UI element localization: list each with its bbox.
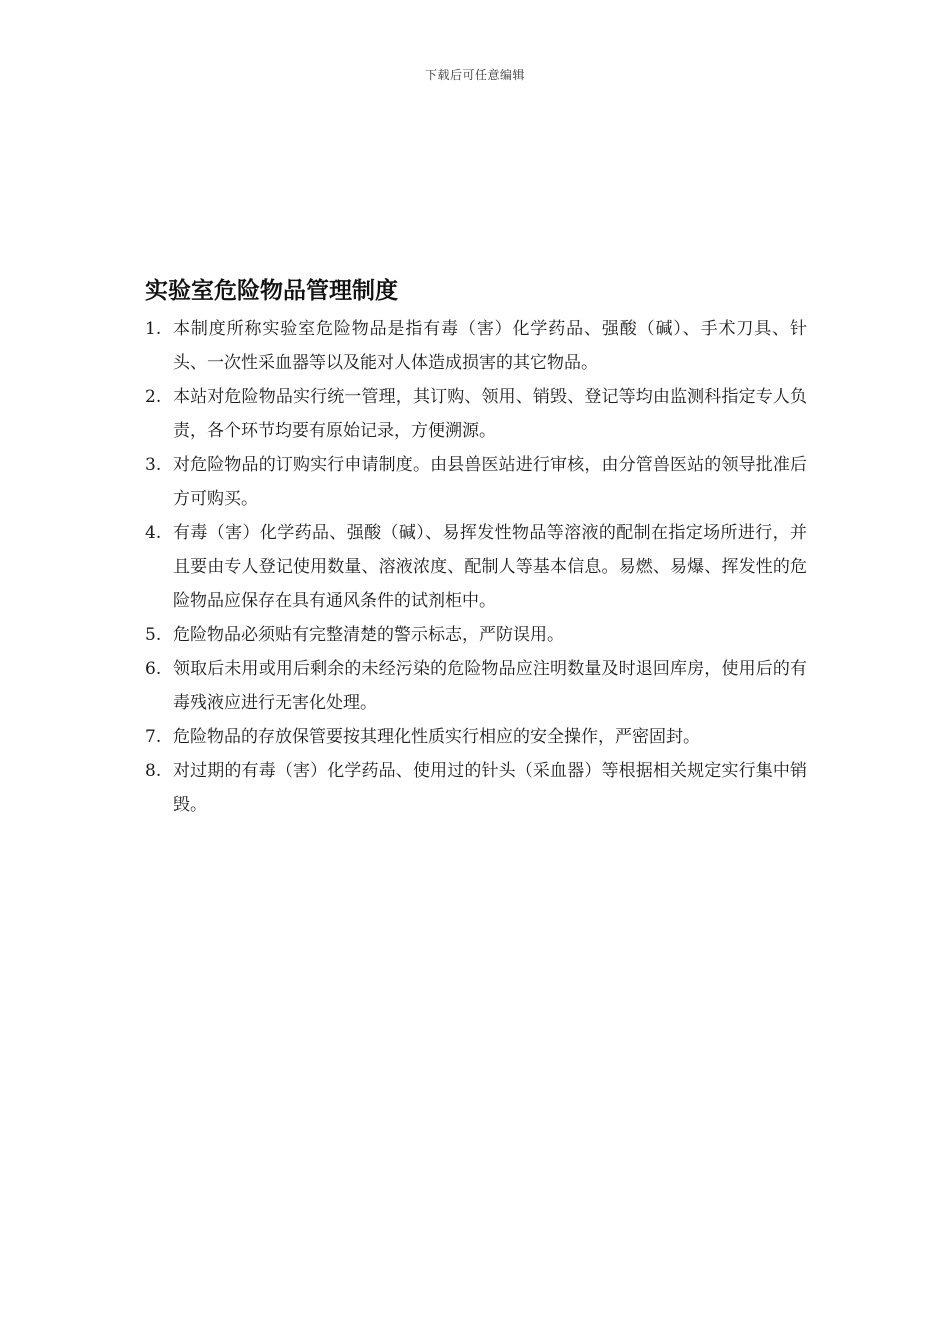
page-header-note: 下载后可任意编辑 bbox=[424, 68, 525, 82]
list-item-text: 对过期的有毒（害）化学药品、使用过的针头（采血器）等根据相关规定实行集中销毁。 bbox=[173, 761, 807, 815]
list-item-number: 8. bbox=[145, 761, 162, 781]
list-item-number: 4. bbox=[145, 523, 162, 543]
list-item-text: 对危险物品的订购实行申请制度。由县兽医站进行审核，由分管兽医站的领导批准后方可购买。 bbox=[173, 455, 807, 509]
list-item bbox=[145, 652, 807, 720]
list-item bbox=[145, 618, 807, 652]
list-item-number: 1. bbox=[145, 319, 162, 339]
list-item-text: 领取后未用或用后剩余的未经污染的危险物品应注明数量及时退回库房，使用后的有毒残液应进行无害化处理。 bbox=[173, 659, 807, 713]
list-item-text: 本站对危险物品实行统一管理，其订购、领用、销毁、登记等均由监测科指定专人负责，各个环节均要有原始记录，方便溯源。 bbox=[173, 387, 807, 441]
list-item-number: 6. bbox=[145, 659, 162, 679]
list-item bbox=[145, 312, 807, 380]
list-item-number: 7. bbox=[145, 727, 162, 747]
document-title: 实验室危险物品管理制度 bbox=[145, 278, 398, 304]
list-item-text: 本制度所称实验室危险物品是指有毒（害）化学药品、强酸（碱）、手术刀具、针头、一次性采血器等以及能对人体造成损害的其它物品。 bbox=[173, 319, 807, 373]
list-item bbox=[145, 380, 807, 448]
list-item-number: 2. bbox=[145, 387, 162, 407]
list-item-text: 危险物品的存放保管要按其理化性质实行相应的安全操作，严密固封。 bbox=[173, 727, 700, 747]
list-item-number: 3. bbox=[145, 455, 162, 475]
list-item-text: 有毒（害）化学药品、强酸（碱）、易挥发性物品等溶液的配制在指定场所进行，并且要由专人登记使用数量、溶液浓度、配制人等基本信息。易燃、易爆、挥发性的危险物品应保存在具有通风条件的试剂柜中。 bbox=[173, 523, 807, 611]
list-item-number: 5. bbox=[145, 625, 162, 645]
list-item bbox=[145, 516, 807, 618]
list-item bbox=[145, 448, 807, 516]
document-body bbox=[145, 274, 807, 822]
list-item bbox=[145, 754, 807, 822]
rules-list bbox=[145, 312, 807, 822]
list-item bbox=[145, 720, 807, 754]
list-item-text: 危险物品必须贴有完整清楚的警示标志，严防误用。 bbox=[173, 625, 564, 645]
